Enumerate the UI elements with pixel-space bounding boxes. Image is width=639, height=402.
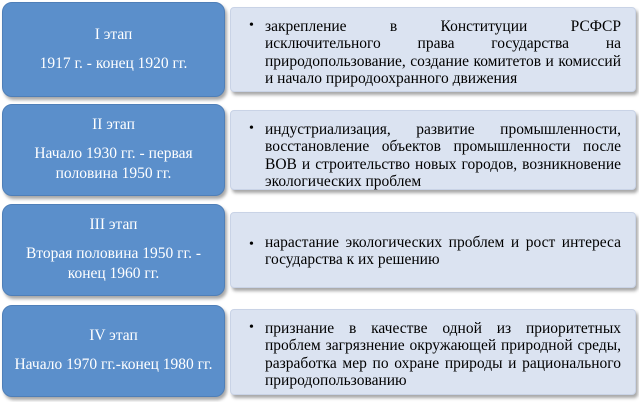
stage-description-box-1 (230, 7, 636, 92)
stage-description-3: нарастание экологических проблем и рост интереса государства к их решению (265, 233, 621, 268)
stage-description-box-4 (230, 309, 636, 395)
stage-period-4: Начало 1970 гг.-конец 1980 гг. (14, 356, 213, 373)
stage-description-box-2 (230, 110, 636, 190)
stage-description-box-3 (230, 212, 636, 288)
stage-title-3: III этап (89, 215, 138, 233)
bullet-icon: • (249, 18, 254, 33)
stage-period-1: 1917 г. - конец 1920 гг. (39, 54, 188, 72)
stage-title-4: IV этап (89, 327, 138, 345)
stage-box-3 (2, 204, 225, 296)
stage-description-4: признание в качестве одной из приоритетных проблем загрязнение окружающей природной среды, разработка мер по охране природы и рационального природопользованию (265, 320, 621, 390)
bullet-icon: • (249, 121, 254, 136)
stage-title-2: II этап (92, 115, 135, 133)
bullet-icon: • (249, 237, 254, 252)
stage-period-3: Вторая половина 1950 гг. - конец 1960 гг. (25, 244, 202, 283)
stage-period-2: Начало 1930 гг. - первая половина 1950 гг. (34, 144, 193, 183)
stage-title-1: I этап (94, 25, 133, 43)
stage-box-2 (2, 104, 225, 196)
bullet-icon: • (249, 320, 254, 335)
stage-box-1 (2, 2, 225, 97)
stage-description-2: индустриализация, развитие промышленности, восстановление объектов промышленности после ВОВ и строительство новых городов, возникновение экологических проблем (265, 121, 621, 191)
stage-box-4 (2, 305, 225, 397)
stage-description-1: закрепление в Конституции РСФСР исключительного права государства на природопользование, создание комитетов и комиссий и начало природоохранного движения (265, 18, 621, 88)
